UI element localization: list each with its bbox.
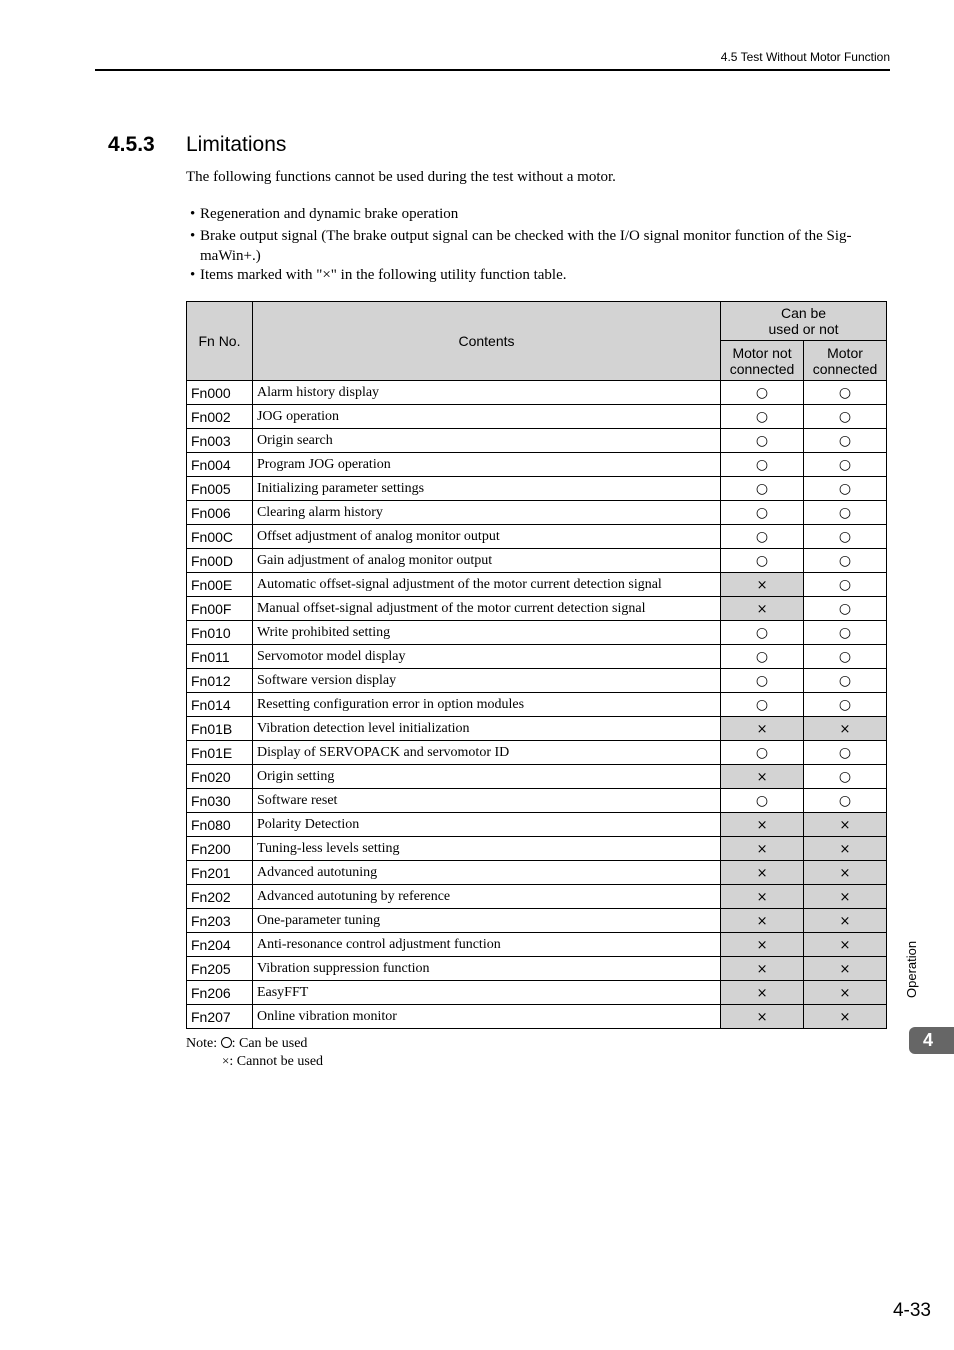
circle-mark: ○ (755, 408, 769, 425)
list-item: • Brake output signal (The brake output signal can be checked with the I/O signal monitor function of the Sig-maWin+.) (190, 226, 892, 266)
header-rule (95, 69, 890, 71)
circle-mark: ○ (755, 504, 769, 521)
circle-mark: ○ (755, 456, 769, 473)
cell-fn-no: Fn010 (187, 621, 253, 645)
cross-mark: × (839, 913, 851, 929)
cell-connected (804, 957, 887, 981)
circle-mark: ○ (755, 624, 769, 641)
header-motor-not-connected-line1: Motor not (732, 344, 792, 361)
table-row (187, 693, 887, 717)
cross-icon: × (222, 1053, 230, 1068)
section-title: Limitations (186, 133, 287, 156)
cell-not-connected (721, 765, 804, 789)
cell-contents: JOG operation (252, 405, 720, 429)
cross-mark: × (756, 961, 768, 977)
cross-mark: × (839, 937, 851, 953)
table-row (187, 549, 887, 573)
table-row (187, 429, 887, 453)
cell-connected (804, 717, 887, 741)
cell-not-connected (721, 573, 804, 597)
table-row (187, 405, 887, 429)
cell-not-connected (721, 789, 804, 813)
cell-connected (804, 909, 887, 933)
cell-contents: Vibration suppression function (252, 957, 720, 981)
cell-fn-no: Fn200 (187, 837, 253, 861)
table-row (187, 669, 887, 693)
cell-not-connected (721, 405, 804, 429)
cell-not-connected (721, 717, 804, 741)
cross-mark: × (756, 913, 768, 929)
cross-mark: × (756, 865, 768, 881)
cell-not-connected (721, 957, 804, 981)
cell-fn-no: Fn006 (187, 501, 253, 525)
section-number: 4.5.3 (108, 133, 155, 156)
header-motor-not-connected (721, 341, 804, 381)
cell-connected (804, 885, 887, 909)
cell-fn-no: Fn204 (187, 933, 253, 957)
side-chapter-label: Operation (904, 940, 919, 998)
circle-mark: ○ (755, 672, 769, 689)
circle-mark: ○ (755, 792, 769, 809)
circle-mark: ○ (838, 648, 852, 665)
cross-mark: × (839, 865, 851, 881)
cross-mark: × (839, 889, 851, 905)
limitations-list (190, 204, 892, 285)
circle-mark: ○ (755, 696, 769, 713)
table-row (187, 453, 887, 477)
circle-mark: ○ (755, 480, 769, 497)
cell-fn-no: Fn080 (187, 813, 253, 837)
circle-mark: ○ (755, 648, 769, 665)
table-row (187, 789, 887, 813)
cell-connected (804, 645, 887, 669)
circle-mark: ○ (838, 432, 852, 449)
cell-contents: Advanced autotuning by reference (252, 885, 720, 909)
cell-fn-no: Fn01B (187, 717, 253, 741)
cell-not-connected (721, 477, 804, 501)
cell-fn-no: Fn000 (187, 381, 253, 405)
cell-not-connected (721, 525, 804, 549)
table-row (187, 477, 887, 501)
table-row (187, 501, 887, 525)
circle-mark: ○ (838, 528, 852, 545)
list-item: • Regeneration and dynamic brake operation (190, 204, 892, 224)
header-contents: Contents (252, 302, 720, 381)
cell-not-connected (721, 645, 804, 669)
cell-not-connected (721, 933, 804, 957)
cross-mark: × (839, 985, 851, 1001)
circle-mark: ○ (838, 456, 852, 473)
cell-connected (804, 429, 887, 453)
cross-mark: × (756, 577, 768, 593)
cell-connected (804, 597, 887, 621)
circle-mark: ○ (838, 696, 852, 713)
cell-fn-no: Fn00C (187, 525, 253, 549)
cell-connected (804, 765, 887, 789)
cell-fn-no: Fn202 (187, 885, 253, 909)
table-row (187, 981, 887, 1005)
cell-contents: Polarity Detection (252, 813, 720, 837)
cross-mark: × (839, 841, 851, 857)
cross-mark: × (839, 1009, 851, 1025)
cross-mark: × (756, 937, 768, 953)
circle-mark: ○ (838, 768, 852, 785)
cell-connected (804, 525, 887, 549)
circle-mark: ○ (838, 792, 852, 809)
cell-connected (804, 981, 887, 1005)
table-row (187, 717, 887, 741)
circle-mark: ○ (838, 384, 852, 401)
cell-connected (804, 477, 887, 501)
cell-fn-no: Fn003 (187, 429, 253, 453)
cell-contents: Resetting configuration error in option modules (252, 693, 720, 717)
cell-connected (804, 501, 887, 525)
circle-mark: ○ (838, 600, 852, 617)
circle-mark: ○ (755, 552, 769, 569)
cell-fn-no: Fn004 (187, 453, 253, 477)
chapter-number: 4 (923, 1030, 934, 1050)
circle-icon (221, 1037, 232, 1048)
circle-mark: ○ (755, 528, 769, 545)
note-can-text: : Can be used (231, 1036, 308, 1051)
cross-mark: × (756, 1009, 768, 1025)
table-row (187, 957, 887, 981)
cross-mark: × (756, 721, 768, 737)
circle-mark: ○ (838, 576, 852, 593)
cell-contents: Vibration detection level initialization (252, 717, 720, 741)
cell-contents: Gain adjustment of analog monitor output (252, 549, 720, 573)
cell-fn-no: Fn203 (187, 909, 253, 933)
cell-fn-no: Fn005 (187, 477, 253, 501)
cell-not-connected (721, 669, 804, 693)
cell-contents: Online vibration monitor (252, 1005, 720, 1029)
table-row (187, 381, 887, 405)
cell-connected (804, 861, 887, 885)
list-item: • Items marked with "×" in the following utility function table. (190, 265, 892, 285)
table-row (187, 597, 887, 621)
circle-mark: ○ (838, 552, 852, 569)
table-row (187, 933, 887, 957)
chapter-tab (909, 1027, 954, 1054)
cell-contents: Write prohibited setting (252, 621, 720, 645)
cell-contents: Anti-resonance control adjustment function (252, 933, 720, 957)
table-row (187, 813, 887, 837)
cell-contents: Software reset (252, 789, 720, 813)
intro-paragraph: The following functions cannot be used during the test without a motor. (186, 169, 616, 185)
cross-mark: × (756, 817, 768, 833)
cell-connected (804, 693, 887, 717)
table-body (187, 381, 887, 1029)
table-row (187, 573, 887, 597)
table-row (187, 645, 887, 669)
header-motor-connected (804, 341, 887, 381)
table-note (186, 1035, 323, 1070)
header-fn-no: Fn No. (187, 302, 253, 381)
cell-fn-no: Fn00E (187, 573, 253, 597)
table-row (187, 837, 887, 861)
cell-contents: One-parameter tuning (252, 909, 720, 933)
cell-contents: Initializing parameter settings (252, 477, 720, 501)
cell-not-connected (721, 885, 804, 909)
cell-connected (804, 621, 887, 645)
note-label: Note: (186, 1036, 218, 1051)
cell-contents: Tuning-less levels setting (252, 837, 720, 861)
cell-connected (804, 453, 887, 477)
table-row (187, 765, 887, 789)
utility-function-table (186, 301, 887, 1029)
cell-contents: Software version display (252, 669, 720, 693)
circle-mark: ○ (838, 480, 852, 497)
cross-mark: × (756, 769, 768, 785)
table-row (187, 885, 887, 909)
cell-fn-no: Fn206 (187, 981, 253, 1005)
cell-connected (804, 573, 887, 597)
circle-mark: ○ (838, 504, 852, 521)
table-row (187, 909, 887, 933)
cell-connected (804, 1005, 887, 1029)
cell-not-connected (721, 861, 804, 885)
header-can-be-used-line2: used or not (768, 321, 839, 337)
cell-connected (804, 405, 887, 429)
cell-not-connected (721, 549, 804, 573)
header-can-be-used (721, 302, 887, 341)
cell-not-connected (721, 453, 804, 477)
cell-fn-no: Fn207 (187, 1005, 253, 1029)
circle-mark: ○ (838, 672, 852, 689)
cell-contents: Manual offset-signal adjustment of the motor current detection signal (252, 597, 720, 621)
cell-connected (804, 789, 887, 813)
cell-contents: Alarm history display (252, 381, 720, 405)
circle-mark: ○ (755, 384, 769, 401)
cell-connected (804, 669, 887, 693)
cell-contents: Program JOG operation (252, 453, 720, 477)
table-row (187, 741, 887, 765)
circle-mark: ○ (838, 624, 852, 641)
section-heading (108, 133, 286, 157)
cell-not-connected (721, 501, 804, 525)
cell-not-connected (721, 741, 804, 765)
cross-mark: × (839, 721, 851, 737)
cell-contents: Advanced autotuning (252, 861, 720, 885)
cell-contents: EasyFFT (252, 981, 720, 1005)
circle-mark: ○ (755, 432, 769, 449)
cell-fn-no: Fn002 (187, 405, 253, 429)
circle-mark: ○ (838, 744, 852, 761)
cell-fn-no: Fn205 (187, 957, 253, 981)
table-row (187, 1005, 887, 1029)
cell-contents: Offset adjustment of analog monitor output (252, 525, 720, 549)
cross-mark: × (839, 817, 851, 833)
cell-contents: Origin setting (252, 765, 720, 789)
cell-fn-no: Fn030 (187, 789, 253, 813)
cross-mark: × (756, 889, 768, 905)
cell-fn-no: Fn014 (187, 693, 253, 717)
circle-mark: ○ (755, 744, 769, 761)
cell-fn-no: Fn011 (187, 645, 253, 669)
cell-fn-no: Fn201 (187, 861, 253, 885)
cell-contents: Servomotor model display (252, 645, 720, 669)
cell-contents: Clearing alarm history (252, 501, 720, 525)
cell-not-connected (721, 693, 804, 717)
header-can-be-used-line1: Can be (780, 305, 827, 321)
cell-connected (804, 813, 887, 837)
cell-connected (804, 837, 887, 861)
header-motor-connected-line2: connected (812, 360, 878, 377)
cell-not-connected (721, 621, 804, 645)
cross-mark: × (756, 841, 768, 857)
cell-not-connected (721, 1005, 804, 1029)
cell-connected (804, 933, 887, 957)
cell-fn-no: Fn00F (187, 597, 253, 621)
cell-not-connected (721, 837, 804, 861)
cell-not-connected (721, 813, 804, 837)
page-number: 4-33 (892, 1300, 931, 1321)
table-row (187, 861, 887, 885)
cell-contents: Origin search (252, 429, 720, 453)
cross-mark: × (756, 985, 768, 1001)
cell-fn-no: Fn020 (187, 765, 253, 789)
cell-connected (804, 549, 887, 573)
table-row (187, 621, 887, 645)
cell-contents: Display of SERVOPACK and servomotor ID (252, 741, 720, 765)
header-motor-connected-line1: Motor (827, 344, 863, 361)
running-header: 4.5 Test Without Motor Function (720, 50, 890, 64)
cross-mark: × (839, 961, 851, 977)
circle-mark: ○ (838, 408, 852, 425)
cell-fn-no: Fn00D (187, 549, 253, 573)
cell-fn-no: Fn01E (187, 741, 253, 765)
cell-not-connected (721, 981, 804, 1005)
cell-not-connected (721, 429, 804, 453)
table-row (187, 525, 887, 549)
cell-fn-no: Fn012 (187, 669, 253, 693)
cell-connected (804, 741, 887, 765)
cell-contents: Automatic offset-signal adjustment of the motor current detection signal (252, 573, 720, 597)
cross-mark: × (756, 601, 768, 617)
cell-not-connected (721, 597, 804, 621)
cell-connected (804, 381, 887, 405)
header-motor-not-connected-line2: connected (729, 360, 795, 377)
note-cannot-text: : Cannot be used (229, 1054, 324, 1069)
cell-not-connected (721, 909, 804, 933)
cell-not-connected (721, 381, 804, 405)
